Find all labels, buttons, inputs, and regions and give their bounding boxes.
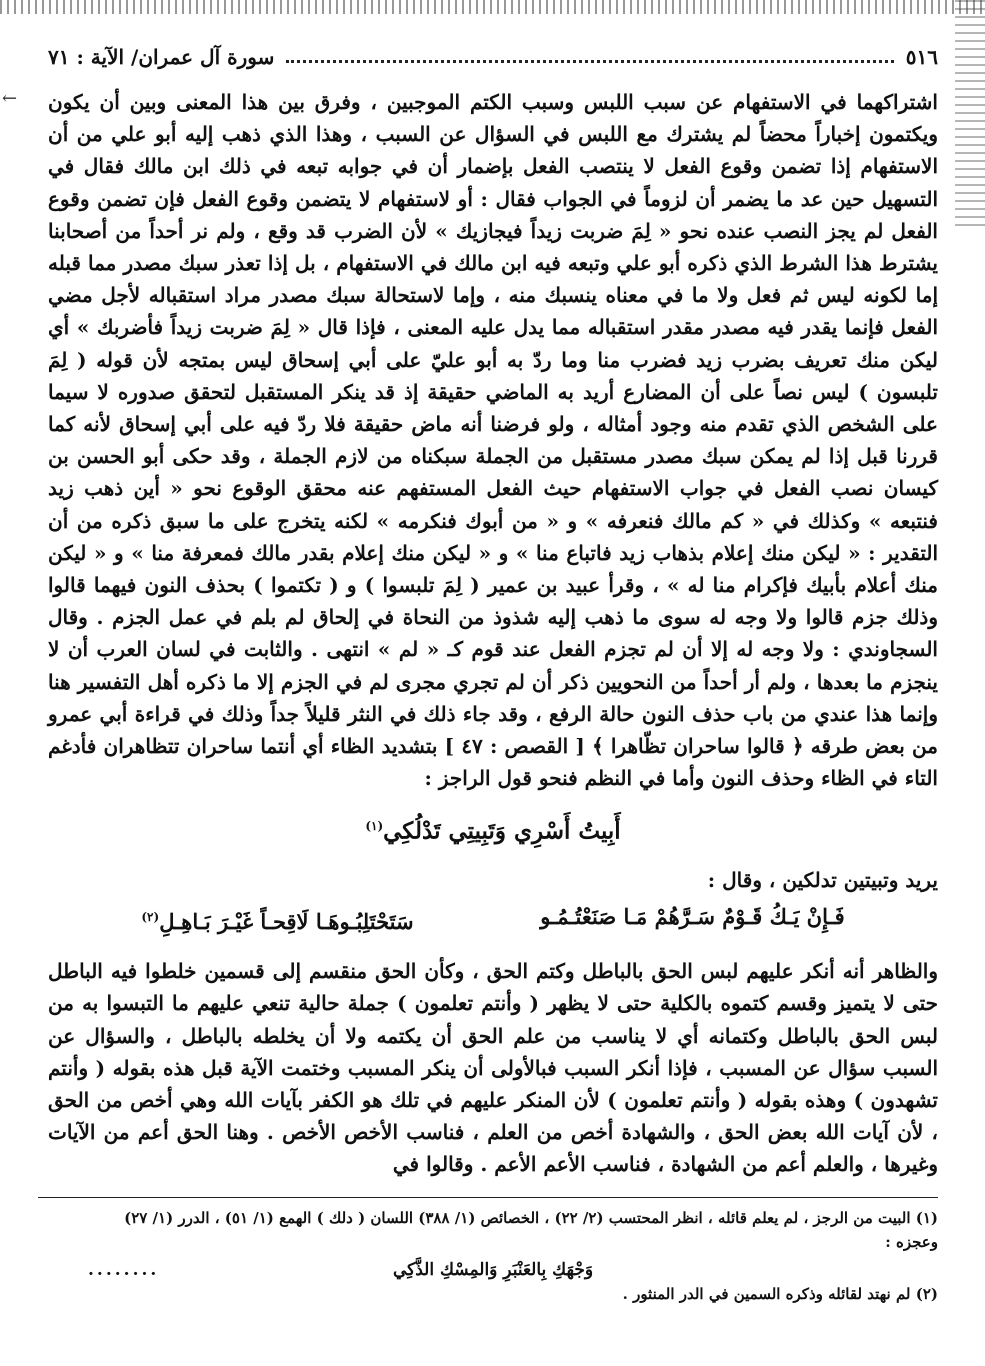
running-header	[48, 40, 938, 74]
footnote-ref-1[interactable]: (١)	[365, 819, 384, 834]
footnote-1-dots: ........	[88, 1259, 160, 1280]
page	[48, 40, 938, 1306]
footnote-ref-2[interactable]: (٢)	[141, 910, 160, 925]
verse-1	[48, 808, 938, 850]
closing-text	[48, 955, 938, 1180]
footnote-1-continuation: وعجزه :	[885, 1232, 938, 1251]
footnote-2: (٢) لم نهتد لقائله وذكره السمين في الدر المنثور .	[622, 1284, 938, 1303]
footnote-1-verse: وَجْهَكِ بِالعَنْبَرِ وَالمِسْكِ الذَّكِي	[392, 1259, 594, 1280]
verse-2-second-hemistich: سَتَحْتَلِبُـوهَـا لَاقِحـاً غَيْـرَ بَـاهِـلِ	[159, 909, 414, 935]
footnote-1-verse-line	[48, 1258, 938, 1282]
verse-2	[78, 900, 908, 939]
footnote-1: (١) البيت من الرجز ، لم يعلم قائله ، انظر المحتسب (٢/ ٢٢) ، الخصائص (١/ ٣٨٨) اللسان ( دلك ) الهمع (١/ ٥١) ، الدرر (١/ ٢٧)	[124, 1208, 938, 1227]
main-paragraph: اشتراكهما في الاستفهام عن سبب اللبس وسبب الكتم الموجبين ، وفرق بين هذا المعنى وبين أن يكون ويكتمون إخباراً محضاً لم يشترك مع اللبس في السؤال عن السبب ، وهذا الذي ذهب إليه أبو علي من أن الاستفهام إذا تضمن وقوع الفعل لا ينتصب الفعل بإضمار أن في جوابه تبعه في ذلك ابن مالك فقال في التسهيل حين عد ما يضمر أن لزوماً في الجواب فقال : أو لاستفهام لا يتضمن وقوع الفعل فإن تضمن وقوع الفعل لم يجز النصب عنده نحو « لِمَ ضربت زيداً فيجازيك » لأن الضرب قد وقع ، ولم نر أحداً من أصحابنا يشترط هذا الشرط الذي ذكره أبو علي وتبعه فيه ابن مالك في الاستفهام ، بل إذا تعذر سبك مصدر مما قبله إما لكونه ليس ثم فعل ولا ما في معناه ينسبك منه ، وإما لاستحالة سبك مصدر مراد استقباله لأجل مضي الفعل فإنما يقدر فيه مصدر مقدر استقباله مما يدل عليه المعنى ، فإذا قال « لِمَ ضربت زيداً فأضربك » أي ليكن منك تعريف بضرب زيد فضرب منا وما ردّ به أبو عليّ على أبي إسحاق ليس بمتجه لأن قوله ( لِمَ تلبسون ) ليس نصاً على أن المضارع أريد به الماضي حقيقة إذ قد ينكر المستقبل لتحقق صدوره لا سيما على الشخص الذي تقدم منه وجود أمثاله ، ولو فرضنا أنه ماض حقيقة فلا ردّ فيه على أبي إسحاق لأنه كما قررنا قبل إذا لم يمكن سبك مصدر مستقبل من الجملة سبكناه من لازم الجملة ، وقد حكى أبو الحسن بن كيسان نصب الفعل في جواب الاستفهام حيث الفعل المستفهم عنه محقق الوقوع نحو « أين ذهب زيد فنتبعه » وكذلك في « كم مالك فنعرفه » و « من أبوك فنكرمه » لكنه يتخرج على ما سبق ذكره من أن التقدير : « ليكن منك إعلام بذهاب زيد فاتباع منا » و « ليكن منك إعلام بقدر مالك فمعرفة منا » و « ليكن منك أعلام بأبيك فإكرام منا له » ، وقرأ عبيد بن عمير ( لِمَ تلبسوا ) و ( تكتموا ) بحذف النون فيهما قالوا وذلك جزم قالوا ولا وجه له سوى ما ذهب إليه شذوذ من النحاة في إلحاق لم بلم في عمل الجزم . وقال السجاوندي : ولا وجه له إلا أن لم تجزم الفعل عند قوم كـ « لم » انتهى . والثابت في لسان العرب أن لا ينجزم ما بعدها ، ولم أر أحداً من النحويين ذكر أن لم تجري مجرى لم في الجزم إلا ما ذكره أهل التفسير هنا وإنما هذا عندي من باب حذف النون حالة الرفع ، وقد جاء ذلك في النثر قليلاً جداً وذلك في قراءة أبي عمرو من بعض طرقه ﴿ قالوا ساحران تظّاهرا ﴾ [ القصص : ٤٧ ] بتشديد الظاء أي أنتما ساحران تتظاهران فأدغم التاء في الظاء وحذف النون وأما في النظم فنحو قول الراجز :	[48, 90, 938, 791]
ornamental-border-right	[955, 0, 985, 230]
header-dots	[286, 60, 893, 63]
footnote-divider	[38, 1197, 938, 1198]
footnotes	[48, 1206, 938, 1306]
closing-paragraph: والظاهر أنه أنكر عليهم لبس الحق بالباطل وكتم الحق ، وكأن الحق منقسم إلى قسمين خلطوا فيه الباطل حتى لا يتميز وقسم كتموه بالكلية حتى لا يظهر ( وأنتم تعلمون ) جملة حالية تنعي عليهم ما التبسوا به من لبس الحق بالباطل وكتمانه أي لا يناسب من علم الحق أن يكتمه ولا أن يخلطه بالباطل ، والسؤال عن السبب سؤال عن المسبب ، فإذا أنكر السبب فبالأولى أن ينكر المسبب وختمت الآية قبل هذه بقوله ( وأنتم تشهدون ) وهذه بقوله ( وأنتم تعلمون ) لأن المنكر عليهم في تلك هو الكفر بآيات الله وهي أخص من الحق ، لأن آيات الله بعض الحق ، والشهادة أخص من العلم ، فناسب الأخص الأخص . وهنا الحق أعم من الآيات وغيرها ، والعلم أعم من الشهادة ، فناسب الأعم الأعم . وقالوا في	[48, 959, 938, 1177]
margin-mark: ←	[2, 88, 18, 109]
page-number: ٥١٦	[905, 45, 938, 69]
verse-1-text: أَبِيتُ أَسْرِي وَتَبِيتِي تَدْلُكِي	[383, 818, 621, 846]
verse-2-second-hemistich-wrap	[141, 900, 413, 939]
running-title: سورة آل عمران/ الآية : ٧١	[48, 45, 275, 69]
transition-line: يريد وتبيتين تدلكين ، وقال :	[707, 868, 938, 893]
verse-2-first-hemistich: فَـإِنْ يَـكُ قَـوْمٌ سَـرَّهُمْ مَـا صَنَعْتُـمُـو	[540, 904, 845, 930]
ornamental-border-top	[0, 0, 985, 14]
main-text	[48, 86, 938, 794]
